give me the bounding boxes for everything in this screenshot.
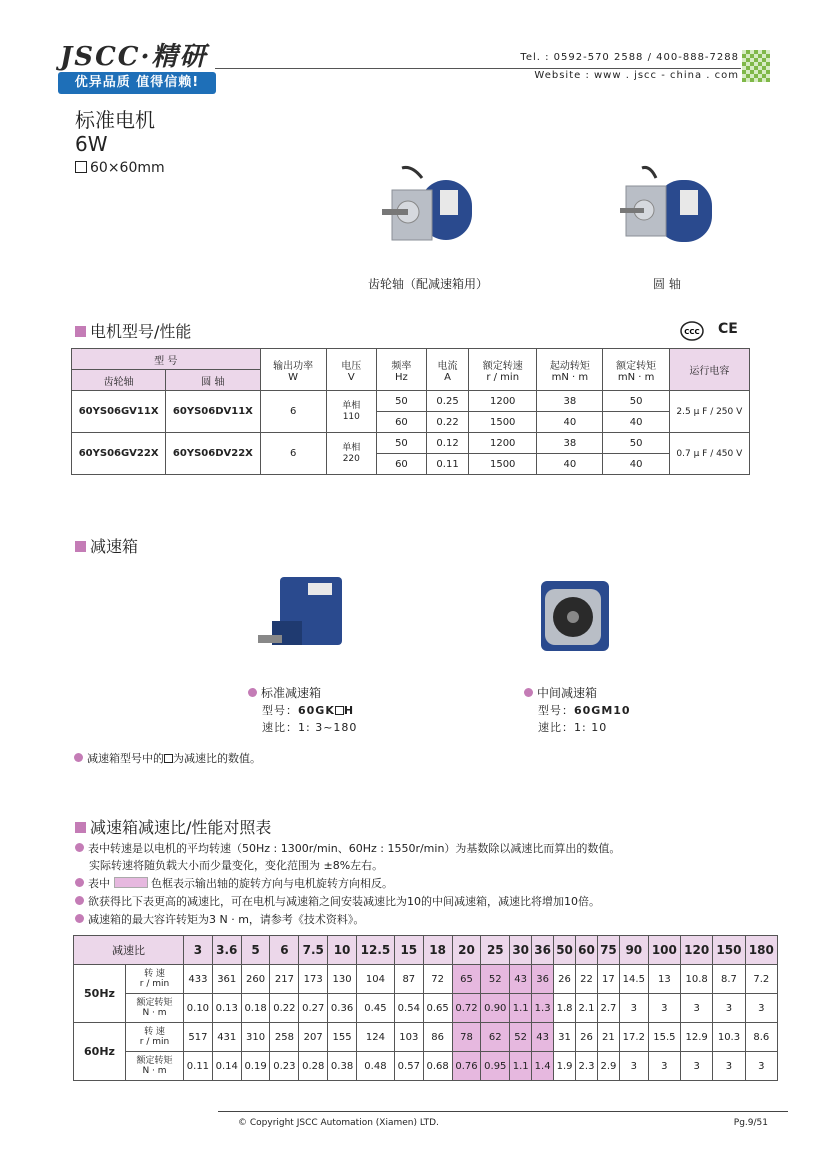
round-shaft-caption: 圆 轴: [653, 277, 681, 291]
table-cell: 3: [745, 1052, 777, 1081]
table-cell: 26: [554, 965, 576, 994]
ratio-note-3: 表中 色框表示输出轴的旋转方向与电机旋转方向相反。: [75, 875, 393, 891]
ratio-section-title: 减速箱减速比/性能对照表: [75, 815, 271, 838]
round-shaft-motor-image: [620, 160, 715, 255]
table-cell: 0.18: [241, 994, 270, 1023]
ratio-header-cell: 5: [241, 936, 270, 965]
telephone-text: Tel. : 0592-570 2588 / 400-888-7288: [520, 52, 739, 63]
table-row: 60YS06GV11X 60YS06DV11X 6 单相 110 50 0.25 1200 38 50 2.5 μ F / 250 V: [72, 391, 750, 412]
power-title: 6W: [75, 132, 108, 156]
ratio-note-5: 减速箱的最大容许转矩为3 N · m，请参考《技术资料》。: [75, 911, 364, 927]
table-cell: 0.19: [241, 1052, 270, 1081]
table-cell: 3: [648, 1052, 680, 1081]
table-cell: 155: [328, 1023, 357, 1052]
table-cell: 7.2: [745, 965, 777, 994]
table-cell: 8.6: [745, 1023, 777, 1052]
table-cell: 26: [576, 1023, 598, 1052]
ratio-header-cell: 7.5: [299, 936, 328, 965]
frequency-label: 50Hz: [74, 965, 126, 1023]
middle-gearbox-ratio: 速比：1: 10: [538, 721, 608, 734]
table-cell: 0.54: [394, 994, 423, 1023]
table-cell: 130: [328, 965, 357, 994]
table-cell: 3: [713, 994, 745, 1023]
table-cell: 3: [745, 994, 777, 1023]
svg-text:CCC: CCC: [684, 328, 700, 336]
ratio-note-4: 欲获得比下表更高的减速比，可在电机与减速箱之间安装减速比为10的中间减速箱，减速比将增加10倍。: [75, 893, 600, 909]
standard-gearbox-model: 型号：60GK H: [262, 704, 355, 717]
table-cell: 3: [619, 994, 648, 1023]
table-cell: 0.90: [481, 994, 510, 1023]
ratio-header-cell: 60: [576, 936, 598, 965]
ratio-header-label: 减速比: [74, 936, 184, 965]
table-cell: 3: [713, 1052, 745, 1081]
ce-cert-icon: CE: [718, 321, 738, 337]
table-cell: 10.3: [713, 1023, 745, 1052]
row-label: 额定转矩 N · m: [126, 994, 184, 1023]
spec-section-title: 电机型号/性能: [75, 319, 191, 342]
table-cell: 0.76: [452, 1052, 481, 1081]
table-cell: 1.1: [510, 1052, 532, 1081]
website-text: Website : www . jscc - china . com: [534, 70, 739, 81]
row-label: 转 速 r / min: [126, 1023, 184, 1052]
table-cell: 14.5: [619, 965, 648, 994]
square-icon: [75, 161, 87, 173]
bullet-icon: [75, 878, 84, 887]
ratio-header-cell: 25: [481, 936, 510, 965]
table-row: [74, 1023, 778, 1052]
table-row: [74, 965, 778, 994]
table-cell: 72: [423, 965, 452, 994]
section-marker-icon: [75, 541, 86, 552]
row-label: 转 速 r / min: [126, 965, 184, 994]
gear-shaft-caption: 齿轮轴（配减速箱用）: [368, 277, 489, 291]
ratio-header-cell: 120: [681, 936, 713, 965]
table-cell: 87: [394, 965, 423, 994]
table-cell: 361: [212, 965, 241, 994]
table-cell: 0.48: [356, 1052, 394, 1081]
table-cell: 78: [452, 1023, 481, 1052]
header-divider: [215, 68, 741, 69]
table-cell: 36: [532, 965, 554, 994]
bullet-icon: [75, 914, 84, 923]
table-cell: 0.57: [394, 1052, 423, 1081]
table-cell: 0.65: [423, 994, 452, 1023]
motor-spec-table: 型 号 输出功率 W 电压 V 频率 Hz 电流 A 额定转速 r / min 起动转矩 mN · m 额定转矩 mN · m 运行电容 齿轮轴 圆 轴 60YS06GV11X 60YS06DV11X 6 单相 110 50 0.25 1200 38 50 2.5 μ F / 250 V 60 0.22 1500 40 40 60YS06GV22X 60YS06DV22X 6 单相 220 50 0.12 1200 38 50 0.7 μ F / 450 V 60 0.11 1500 40 40: [71, 348, 750, 475]
table-cell: 0.23: [270, 1052, 299, 1081]
table-cell: 52: [481, 965, 510, 994]
ratio-header-cell: 3: [184, 936, 213, 965]
ratio-header-cell: 20: [452, 936, 481, 965]
standard-gearbox-image: [258, 575, 344, 655]
ratio-header-cell: 100: [648, 936, 680, 965]
table-cell: 43: [510, 965, 532, 994]
footer-divider: [218, 1111, 788, 1112]
table-cell: 0.72: [452, 994, 481, 1023]
table-cell: 433: [184, 965, 213, 994]
table-cell: 13: [648, 965, 680, 994]
table-cell: 260: [241, 965, 270, 994]
ratio-header-cell: 3.6: [212, 936, 241, 965]
table-cell: 62: [481, 1023, 510, 1052]
table-cell: 2.7: [597, 994, 619, 1023]
table-cell: 517: [184, 1023, 213, 1052]
table-row: 60 0.11 1500 40 40: [72, 454, 750, 475]
middle-gearbox-image: [535, 575, 615, 655]
table-cell: 43: [532, 1023, 554, 1052]
table-cell: 0.28: [299, 1052, 328, 1081]
table-cell: 31: [554, 1023, 576, 1052]
table-cell: 0.10: [184, 994, 213, 1023]
gearbox-section-title: 减速箱: [75, 534, 138, 557]
ratio-header-cell: 50: [554, 936, 576, 965]
table-cell: 3: [681, 994, 713, 1023]
table-cell: 0.13: [212, 994, 241, 1023]
table-cell: 1.3: [532, 994, 554, 1023]
table-cell: 10.8: [681, 965, 713, 994]
table-cell: 12.9: [681, 1023, 713, 1052]
table-cell: 17.2: [619, 1023, 648, 1052]
ratio-header-cell: 30: [510, 936, 532, 965]
gear-shaft-motor-image: [382, 160, 477, 255]
table-cell: 65: [452, 965, 481, 994]
table-cell: 0.95: [481, 1052, 510, 1081]
table-cell: 310: [241, 1023, 270, 1052]
table-cell: 2.1: [576, 994, 598, 1023]
table-row: [74, 994, 778, 1023]
table-cell: 0.11: [184, 1052, 213, 1081]
section-marker-icon: [75, 326, 86, 337]
table-cell: 431: [212, 1023, 241, 1052]
standard-gearbox-ratio: 速比：1: 3~180: [262, 721, 358, 734]
ratio-note-1: 表中转速是以电机的平均转速（50Hz : 1300r/min、60Hz : 1550r/min）为基数除以减速比而算出的数值。: [75, 840, 620, 856]
middle-gearbox-name: 中间减速箱: [524, 684, 597, 701]
table-row: 60 0.22 1500 40 40: [72, 412, 750, 433]
table-cell: 0.36: [328, 994, 357, 1023]
table-cell: 3: [619, 1052, 648, 1081]
ratio-header-cell: 90: [619, 936, 648, 965]
ratio-header-cell: 6: [270, 936, 299, 965]
ratio-header-cell: 36: [532, 936, 554, 965]
square-icon: [164, 754, 173, 763]
table-cell: 217: [270, 965, 299, 994]
ratio-header-cell: 180: [745, 936, 777, 965]
ratio-performance-table: [73, 935, 778, 1081]
ratio-note-2: 实际转速将随负载大小而少量变化，变化范围为 ±8%左右。: [89, 859, 384, 872]
middle-gearbox-model: 型号：60GM10: [538, 704, 631, 717]
table-cell: 0.38: [328, 1052, 357, 1081]
ratio-header-cell: 15: [394, 936, 423, 965]
page-number: Pg.9/51: [733, 1118, 768, 1128]
table-cell: 22: [576, 965, 598, 994]
model-header: 型 号: [72, 349, 261, 370]
ratio-header-cell: 12.5: [356, 936, 394, 965]
table-cell: 17: [597, 965, 619, 994]
company-slogan: 优异品质 值得信赖!: [58, 72, 216, 94]
table-cell: 2.3: [576, 1052, 598, 1081]
table-cell: 207: [299, 1023, 328, 1052]
bullet-icon: [74, 753, 83, 762]
square-icon: [335, 706, 344, 715]
copyright-text: © Copyright JSCC Automation (Xiamen) LTD.: [238, 1118, 439, 1128]
table-cell: 104: [356, 965, 394, 994]
table-cell: 0.14: [212, 1052, 241, 1081]
table-cell: 2.9: [597, 1052, 619, 1081]
table-cell: 0.27: [299, 994, 328, 1023]
table-row: 60YS06GV22X 60YS06DV22X 6 单相 220 50 0.12 1200 38 50 0.7 μ F / 450 V: [72, 433, 750, 454]
frequency-label: 60Hz: [74, 1023, 126, 1081]
row-label: 额定转矩 N · m: [126, 1052, 184, 1081]
company-logo: JSCC·精研: [60, 42, 208, 72]
table-cell: 21: [597, 1023, 619, 1052]
table-cell: 258: [270, 1023, 299, 1052]
table-row: [74, 1052, 778, 1081]
table-cell: 1.4: [532, 1052, 554, 1081]
ratio-header-cell: 18: [423, 936, 452, 965]
ccc-cert-icon: [680, 321, 704, 345]
ratio-header-cell: 75: [597, 936, 619, 965]
bullet-icon: [75, 896, 84, 905]
gearbox-note: 减速箱型号中的 为减速比的数值。: [74, 750, 261, 766]
table-cell: 1.1: [510, 994, 532, 1023]
section-marker-icon: [75, 822, 86, 833]
ratio-header-cell: 10: [328, 936, 357, 965]
table-cell: 0.68: [423, 1052, 452, 1081]
table-cell: 1.8: [554, 994, 576, 1023]
table-cell: 86: [423, 1023, 452, 1052]
checker-decoration: [742, 50, 770, 82]
table-cell: 124: [356, 1023, 394, 1052]
reverse-color-swatch: [114, 877, 148, 888]
ratio-header-cell: 150: [713, 936, 745, 965]
table-cell: 0.45: [356, 994, 394, 1023]
table-cell: 1.9: [554, 1052, 576, 1081]
bullet-icon: [524, 688, 533, 697]
table-cell: 8.7: [713, 965, 745, 994]
table-cell: 173: [299, 965, 328, 994]
table-cell: 3: [648, 994, 680, 1023]
page-title: 标准电机: [75, 108, 155, 132]
table-cell: 52: [510, 1023, 532, 1052]
standard-gearbox-name: 标准减速箱: [248, 684, 321, 701]
bullet-icon: [75, 843, 84, 852]
table-cell: 3: [681, 1052, 713, 1081]
table-cell: 103: [394, 1023, 423, 1052]
size-title: 60×60mm: [75, 160, 165, 176]
table-cell: 15.5: [648, 1023, 680, 1052]
table-cell: 0.22: [270, 994, 299, 1023]
bullet-icon: [248, 688, 257, 697]
